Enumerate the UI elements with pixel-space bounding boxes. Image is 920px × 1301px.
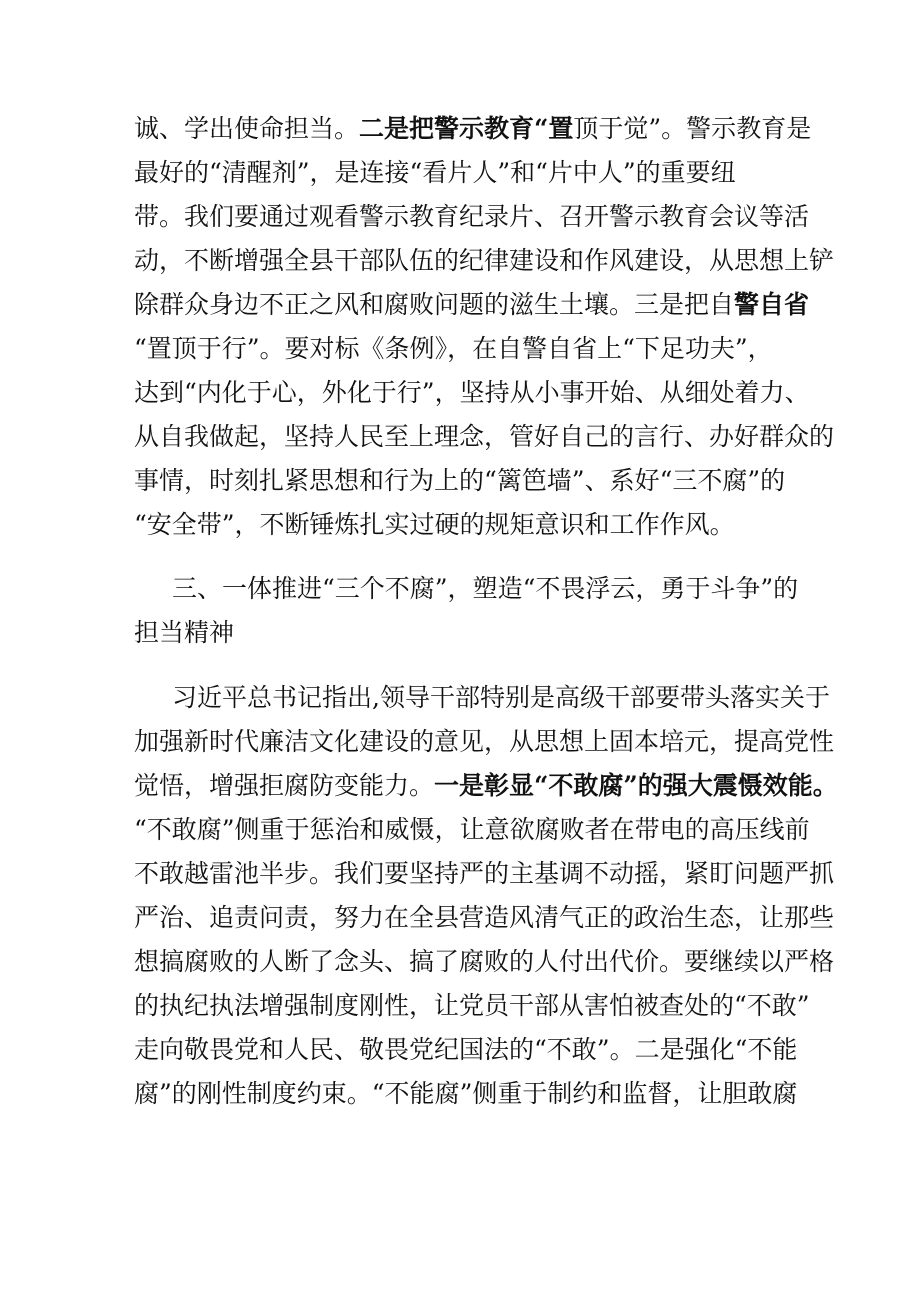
text-run: 诚、学出使命担当。 xyxy=(134,114,360,143)
text-run: 达到“内化于心，外化于行”，坚持从小事开始、从细处着力、 xyxy=(134,378,810,407)
text-line xyxy=(134,991,814,1021)
text-run: 的执纪执法增强制度刚性，让党员干部从害怕被查处的“不敢” xyxy=(134,991,810,1020)
section-heading-continued xyxy=(134,618,814,648)
text-run: 从自我做起，坚持人民至上理念，管好自己的言行、办好群众的 xyxy=(134,422,835,451)
text-run: 最好的“清醒剂”，是连接“看片人”和“片中人”的重要纽 xyxy=(134,158,736,187)
text-run: 不敢越雷池半步。我们要坚持严的主基调不动摇，紧盯问题严抓 xyxy=(134,859,835,888)
text-line xyxy=(134,202,814,232)
section-heading xyxy=(172,574,852,604)
text-run: 严治、追责问责，努力在全县营造风清气正的政治生态，让那些 xyxy=(134,903,835,932)
text-run: 担当精神 xyxy=(134,618,235,647)
text-line xyxy=(134,114,814,144)
text-line xyxy=(134,510,814,540)
text-line xyxy=(134,290,814,320)
text-line xyxy=(134,246,835,276)
text-line xyxy=(134,859,835,889)
text-line xyxy=(172,683,852,713)
text-run: 顶于觉”。警示教育是 xyxy=(573,114,812,143)
text-run: “不敢腐”侧重于惩治和威慑，让意欲腐败者在带电的高压线前 xyxy=(134,815,810,844)
text-line xyxy=(134,466,814,496)
text-run: 觉悟，增强拒腐防变能力。 xyxy=(134,771,435,800)
text-run: 走向敬畏党和人民、敬畏党纪国法的“不敢”。二是强化“不能 xyxy=(134,1035,798,1064)
text-run-bold: 警自省 xyxy=(734,290,810,319)
text-run: 习近平总书记指出,领导干部特别是高级干部要带头落实关于 xyxy=(172,683,830,712)
text-run-bold: 一是彰显“不敢腐”的强大震慑效能。 xyxy=(434,771,838,800)
text-line xyxy=(134,771,838,801)
text-line xyxy=(134,378,814,408)
text-run: “安全带”，不断锤炼扎实过硬的规矩意识和工作作风。 xyxy=(134,510,735,539)
text-run: 加强新时代廉洁文化建设的意见，从思想上固本培元，提高党性 xyxy=(134,727,835,756)
text-line xyxy=(134,158,814,188)
text-line xyxy=(134,947,835,977)
text-run: 三、一体推进“三个不腐”，塑造“不畏浮云，勇于斗争”的 xyxy=(172,574,799,603)
text-line xyxy=(134,815,814,845)
text-run: 事情，时刻扎紧思想和行为上的“篱笆墙”、系好“三不腐”的 xyxy=(134,466,786,495)
text-run-bold: 二是把警示教育“置 xyxy=(359,114,574,143)
text-run: 想搞腐败的人断了念头、搞了腐败的人付出代价。要继续以严格 xyxy=(134,947,835,976)
text-line xyxy=(134,903,835,933)
text-line xyxy=(134,1079,814,1109)
text-run: 腐”的刚性制度约束。“不能腐”侧重于制约和监督，让胆敢腐 xyxy=(134,1079,798,1108)
text-run: 动，不断增强全县干部队伍的纪律建设和作风建设，从思想上铲 xyxy=(134,246,835,275)
text-line xyxy=(134,422,835,452)
text-run: “置顶于行”。要对标《条例》，在自警自省上“下足功夫”， xyxy=(134,334,773,363)
text-run: 除群众身边不正之风和腐败问题的滋生土壤。三是把自 xyxy=(134,290,735,319)
text-line xyxy=(134,1035,814,1065)
text-line xyxy=(134,334,814,364)
text-line xyxy=(134,727,835,757)
text-run: 带。我们要通过观看警示教育纪录片、召开警示教育会议等活 xyxy=(134,202,810,231)
